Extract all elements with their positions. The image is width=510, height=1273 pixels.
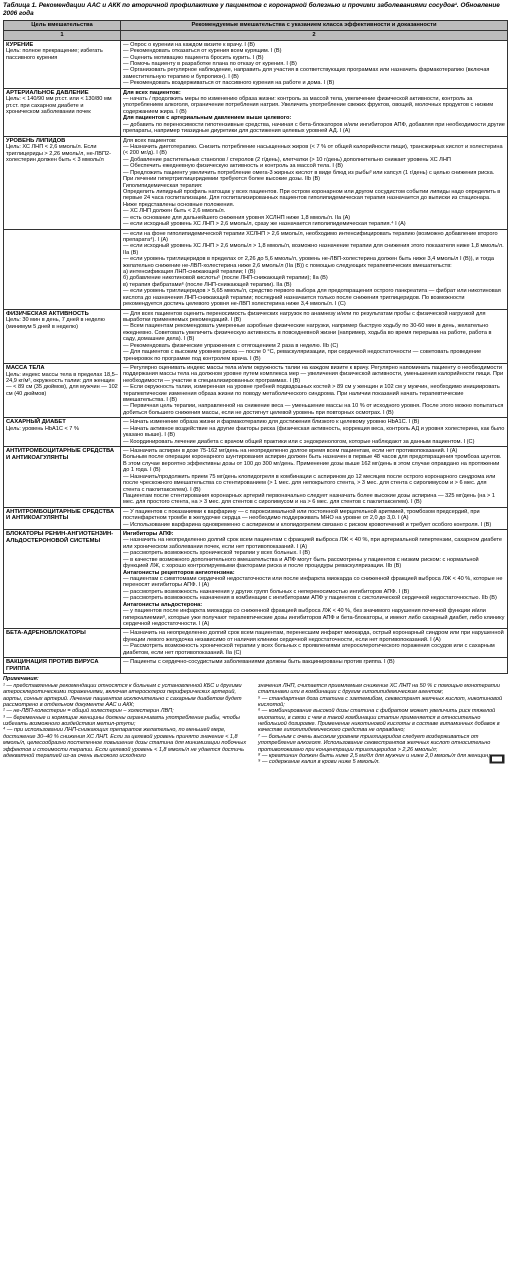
column-number-1: 1 (4, 31, 121, 41)
intervention-line: — Назначить/продолжить прием 75 мг/день клопидогреля в комбинации с аспирином до 12 месяцев после острого коронарного синдрома или после чрескожного вмешательства со стентированием (> 1 мес. для непокрытого стента, > 3 мес. для стента с сиролимусом и > 6 мес. для стента с паклитакселем). I (B) (123, 473, 496, 493)
interventions-cell (121, 40, 508, 88)
recommendations-table (3, 20, 508, 674)
intervention-line: — рассмотреть возможность хронической терапии у всех больных. I (B) (123, 550, 310, 557)
goal-name: АРТЕРИАЛЬНОЕ ДАВЛЕНИЕ (6, 89, 89, 96)
intervention-line: — Если окружность талии, измеренная на уровне гребней подвздошных костей > 89 см у женщин и 102 см у мужчин, необходимо инициировать терапевтические изменения образа жизни по поводу метаболического синдрома. При наличии показаний начать терапевтические вмешательства. I (B) (123, 384, 500, 404)
table-row (4, 629, 508, 658)
intervention-line: — если уровень триглицеридов в пределах от 2,26 до 5,6 ммоль/л, уровень не-ЛВП-холестерина должен быть ниже 3,4 ммоль/л I (B)), и тогда желательно снижение не-ЛВП-холестерина ниже 2,6 ммоль/л (IIa (B)) с помощью следующих терапевтических вмешательств: (123, 256, 494, 269)
goal-cell (4, 88, 121, 136)
intervention-line: — есть основание для дальнейшего снижения уровня ХСЛНП ниже 1,8 ммоль/л. IIa (A) (123, 214, 351, 221)
goal-cell (4, 629, 121, 658)
intervention-line: — пациентам с симптомами сердечной недостаточности или после инфаркта миокарда со сниженной фракцией выброса ЛЖ < 40 %, которые не переносят ингибиторы АПФ. I (A) (123, 576, 503, 589)
intervention-line: — Назначить диетотерапию. Снизить потребление насыщенных жиров (< 7 % от общей калорийности пищи), трансжирных кислот и холестерина (< 200 мг/д). I (B) (123, 144, 503, 157)
intervention-line: Определить липидный профиль натощак у всех пациентов. При остром коронарном или другом сосудистом событии липиды надо определить в первые 24 часа госпитализации. Для госпитализированных пациентов гиполипидемическая терапия назначается до выписки из стационара. Ниже представлены основные положения. (123, 188, 501, 208)
goal-cell (4, 418, 121, 447)
intervention-line: — Координировать лечение диабета с врачом общей практики или с эндокринологом, которые наблюдают за данным пациентом. I (C) (123, 438, 475, 445)
intervention-line: — рассмотреть возможность назначения в комбинации с ингибиторами АПФ у пациентов с систолической сердечной недостаточностью. IIb (B) (123, 595, 497, 602)
publisher-logo-icon (489, 754, 505, 764)
footnote: ⁶ — комбинирование высокой дозы статина с фибратом может увеличить риск тяжелой миопатии, в связи с чем в такой комбинации статин применяется в относительно небольшой дозировке. Применение никотиновой кислоты в составе витаминных добавок в качестве гиполипидемического средства не оправдано; (258, 708, 500, 734)
intervention-line: — Всем пациентам рекомендовать умеренные аэробные физические нагрузки, например быструю ходьбу по 30-60 мин в день, желательно ежедневно. Советовать увеличить физическую активность в повседневной жизни (например, ходьба во время перерыва на работе, работа в саду, домашние дела). I (B) (123, 323, 492, 343)
intervention-line: — Для всех пациентов оценить переносимость физических нагрузок по анамнезу и/или по результатам пробы с физической нагрузкой для выработки применяемых рекомендаций. I (B) (123, 310, 486, 323)
goal-text: Цель: ХС ЛНП < 2,6 ммоль/л. Если триглицериды > 2,26 ммоль/л, не-ЛВП2-холестерин должен быть < 3 ммоль/л (6, 144, 111, 164)
goal-name: АНТИТРОМБОЦИТАРНЫЕ СРЕДСТВА И АНТИКОАГУЛЯНТЫ (6, 448, 115, 461)
goal-name: БЛОКАТОРЫ РЕНИН-АНГИОТЕНЗИН-АЛЬДОСТЕРОНОВОЙ СИСТЕМЫ (6, 531, 114, 544)
header-interventions: Рекомендуемые вмешательства с указанием класса эффективности и доказанности (121, 21, 508, 31)
intervention-line: — Организовать регулярное наблюдение, направить для участия в соответствующих программах или назначить фармакотерапию (включая заместительную терапию и бупропион). I (B) (123, 67, 490, 80)
intervention-line: — в качестве возможного дополнительного вмешательства и АПФ могут быть рассмотрены у пациентов с низким риском: с нормальной функцией ЛЖ, с хорошо контролируемыми факторами риска и после процедуры реваскуляризации. IIb (B) (123, 556, 479, 570)
intervention-line: — Назначить на неопределенно долгий срок всем пациентам, перенесшим инфаркт миокарда, острый коронарный синдром или при нарушенной функции левого желудочка независимо от наличия клиники сердечной недостаточности, если нет противопоказаний. I (A) (123, 630, 504, 643)
interventions-cell (121, 658, 508, 674)
intervention-line: б) добавление никотиновой кислоты⁵ (после ЛНП-снижающей терапии); IIa (B) (123, 275, 328, 282)
table-row (4, 88, 508, 136)
table-row (4, 447, 508, 508)
intervention-line: — Для пациентов с высоким уровнем риска — после 0 °С, реваскуляризации, при сердечной недостаточности — советовать проведение тренировок по программе под контролем врача. I (B) (123, 349, 482, 362)
footnote: ¹ — представленные рекомендации относятся к больным с установленной КБС и другими атеросклеротическими поражениями, включая атеросклероз периферических артерий, аорты, сонных артерий. Лечение пациентов исключительно с сахарным диабетом будет рассмотрено в отдельном документе ААС и АКК; (3, 682, 242, 708)
goal-name: УРОВЕНЬ ЛИПИДОВ (6, 137, 66, 144)
interventions-cell (121, 363, 508, 417)
table-row (4, 229, 508, 309)
intervention-line: — если уровень триглицеридов > 5,65 ммоль/л, средство первого выбора для предотвращения острого панкреатита — фибрат или никотиновая кислота до назначения ЛНП-снижающей терапии; последний назначается только после снижения триглицеридов. По возможности рекомендуется достичь целевого уровня не-ЛВП холестерина ниже 3,4 ммоль/л. I (C) (123, 288, 501, 308)
intervention-line: — Начать активное воздействие на другие факторы риска (физическая активность, коррекция веса, контроль АД и уровня холестерина, как было указано выше). I (B) (123, 425, 505, 439)
interventions-cell (121, 136, 508, 229)
column-number-row (4, 31, 508, 41)
goal-text: Цель: < 140/90 мм рт.ст. или < 130/80 мм рт.ст. при сахарном диабете и хроническом заболевании почек (6, 96, 112, 116)
intervention-line: — У пациентов с показаниями к варфарину — с пароксизмальной или постоянной мерцательной аритмией, тромбозом предсердий, при постинфарктном тромбе в желудочке сердца — необходимо поддерживать МНО на уровне от 2,0 до 3,0. I (A) (123, 508, 480, 522)
interventions-cell (121, 507, 508, 529)
table-row (4, 507, 508, 529)
intervention-line: — Рекомендовать воздерживаться от пассивного курения на работе и дома. I (B) (123, 80, 335, 87)
goal-name: БЕТА-АДРЕНОБЛОКАТОРЫ (6, 630, 86, 637)
notes-right-column (258, 683, 507, 766)
footnote: ⁹ — содержание калия в крови ниже 5 ммоль/л. (258, 759, 380, 766)
notes-section (3, 676, 507, 765)
intervention-line: — ХС ЛНП должен быть < 2,6 ммоль/л. (123, 208, 226, 215)
intervention-line: — Опрос о курении на каждом визите к врачу. I (B) (123, 41, 255, 48)
goal-text: Цель: полное прекращение; избегать пассивного курения (6, 48, 103, 61)
table-body (4, 40, 508, 674)
intervention-line: Больным после операции коронарного шунтирования аспирин должен быть назначен в первые 48 часов для предотвращения тромбоза шунтов. В этом случае вероятно эффективны дозы от 100 до 300 мг/день. Применение дозы выше 162 мг/день в этом случае оправдано на протяжении до 1 года. I (B) (123, 454, 502, 474)
interventions-cell (121, 229, 508, 309)
goal-text: Цель: индекс массы тела в пределах 18,5–24,9 кг/м², окружность талии: для женщин — < 89 см (35 дюймов), для мужчин — 102 см (40 дюймов) (6, 371, 118, 397)
goal-cell (4, 507, 121, 529)
goal-cell (4, 363, 121, 417)
intervention-line: — Пациенты с сердечно-сосудистыми заболеваниями должны быть вакцинированы против гриппа. I (B) (123, 659, 395, 666)
intervention-line: Для всех пациентов: (123, 89, 181, 96)
intervention-line: — если исходный уровень ХС ЛНП > 2,6 ммоль/л > 1,8 ммоль/л, возможно назначение терапии для снижения этого показателя ниже 1,8 ммоль/л. IIa (B) (123, 243, 504, 256)
interventions-cell (121, 447, 508, 508)
intervention-line: — Помочь пациенту в разработке плана по отказу от курения. I (B) (123, 60, 297, 67)
goal-name: АНТИТРОМБОЦИТАРНЫЕ СРЕДСТВА И АНТИКОАГУЛЯНТЫ (6, 508, 115, 522)
interventions-cell (121, 629, 508, 658)
notes-left-column (3, 683, 252, 766)
interventions-cell (121, 530, 508, 629)
footnote: ⁴ — при использовании ЛНП-снижающих препаратов желательно, по меньшей мере, достижение 30–40 % снижения ХС ЛНП. Если за целевой уровень принято значение < 1,8 ммоль/л, целесообразно постепенное повышение дозы статина для минимизации побочных эффектов и стоимости терапии. Если целевой уровень < 1,8 ммоль/л не удается достичь адекватной терапией из-за очень высокого исходного (3, 727, 247, 759)
intervention-line: — Использование варфарина одновременно с аспирином и клопидогрелем связано с риском кровотечений и требует особого контроля. I (B) (123, 521, 492, 528)
footnote: ⁷ — больным с очень высоким уровнем триглицеридов следует воздерживаться от употребления алкоголя. Использование секвестрантов желчных кислот относительно противопоказано при концентрации триглицеридов > 2,26 ммоль/л; (258, 733, 491, 753)
interventions-cell (121, 309, 508, 363)
interventions-cell (121, 88, 508, 136)
intervention-line: Для пациентов с артериальным давлением выше целевого: (123, 115, 292, 122)
intervention-line: — Рекомендовать физические упражнения с отягощением 2 раза в неделю. IIb (C) (123, 342, 339, 349)
table-row (4, 530, 508, 629)
goal-name: ВАКЦИНАЦИЯ ПРОТИВ ВИРУСА ГРИППА (6, 659, 99, 672)
intervention-line: в) терапия фибратами⁶ (после ЛНП-снижающей терапии). IIa (B) (123, 281, 292, 288)
intervention-line: — Оценить мотивацию пациента бросить курить. I (B) (123, 54, 264, 61)
intervention-line: — если на фоне гиполипидемической терапии ХСЛНП > 2,6 ммоль/л, необходимо интенсифицировать терапию (возможно добавление второго препарата⁴). I (A) (123, 230, 498, 243)
intervention-line: — Регулярно оценивать индекс массы тела и/или окружность талии на каждом визите к врачу. Регулярно напоминать пациенту о необходимости поддержания массы тела на должном уровне путем комплекса мер — увеличения физической активности, уменьшения калорийности пищи. При необходимости — участие в специализированных программах. I (B) (123, 364, 504, 384)
intervention-line: — начать / продолжить меры по изменению образа жизни: контроль за массой тела, увеличение физической активности, контроль за употреблением алкоголя, ограничение потребления натрия. Увеличить употребление свежих фруктов, овощей, молочных продуктов с низким содержанием жира. I (B) (123, 96, 494, 115)
table-row (4, 418, 508, 447)
footnote: ³ — беременные и кормящие женщины должны ограничивать употребление рыбы, чтобы избегать возможного воздействия метил-ртути; (3, 714, 240, 728)
goal-text: Цель: уровень HbA1C < 7 % (6, 425, 79, 432)
footnote: ⁸ — креатинин должен быть ниже 2,5 мг/дл для мужчин и ниже 2,0 ммоль/л для женщин; (258, 752, 490, 759)
intervention-line: — Обеспечить ежедневную физическую активность и контроль за массой тела. I (B) (123, 163, 343, 170)
intervention-line: — назначить на неопределенно долгий срок всем пациентам с фракцией выброса ЛЖ < 40 %, при артериальной гипертензии, сахарном диабете или хроническом заболевании почек, если нет противопоказаний. I (A) (123, 537, 503, 550)
goal-cell (4, 229, 121, 309)
intervention-line: — рассмотреть возможность назначения у других групп больных с непереносимостью ингибиторов АПФ. I (B) (123, 588, 410, 595)
goal-cell (4, 530, 121, 629)
intervention-line: — Начать изменение образа жизни и фармакотерапию для достижения близкого к целевому уровню HbA1C. I (B) (123, 419, 420, 426)
footnote: ² — не-ЛВП-холестерин = общий холестерин – холестерин ЛВП; (3, 708, 174, 715)
goal-cell (4, 309, 121, 363)
goal-text: Цель: 30 мин в день, 7 дней в неделю (минимум 5 дней в неделю) (6, 317, 105, 330)
intervention-line: — Назначить аспирин в дозе 75-162 мг/день на неопределенно долгое время всем пациентам, если нет противопоказаний. I (A) (123, 448, 458, 454)
intervention-line: — если исходный уровень ХС ЛНП > 2,6 ммоль/л, сразу же назначается гиполипидемическая терапия.⁴ I (A) (123, 221, 406, 228)
table-header-row (4, 21, 508, 31)
intervention-line: — Первичная цель терапии, направленной на снижение веса — уменьшение массы на 10 % от исходного уровня. После этого можно попытаться добиться большего снижения массы, если не достигнут целевой уровень при повторных осмотрах. I (B) (123, 403, 504, 416)
goal-cell (4, 40, 121, 88)
intervention-line: — Предложить пациенту увеличить потребление омега-3 жирных кислот в виде блюд из рыбы³ или капсул (1 г/день) с целью снижения риска. При лечении гипертриглицеридемии требуются более высокие дозы. IIb (B) (123, 169, 495, 183)
intervention-line: — Рекомендовать отказаться от курения всем курящим. I (B) (123, 48, 282, 55)
table-row (4, 40, 508, 88)
intervention-line: Ингибиторы АПФ: (123, 531, 174, 538)
notes-title: Примечания: (3, 676, 39, 683)
intervention-line: — Добавление растительных станолов / стеролов (2 г/день), клетчатки (> 10 г/день) дополнительно снижает уровень ХС ЛНП (123, 156, 451, 163)
table-caption: Таблица 1. Рекомендации ААС и АКК по вторичной профилактике у пациентов с коронарной болезнью и прочими заболеваниями сосудов¹. Обновление 2006 года (3, 2, 500, 17)
intervention-line: — добавить по переносимости гипотензивные средства, начиная с бета-блокаторов и/или ингибиторов АПФ, добавляя при необходимости другие препараты, например тиазидные диуретики для достижения целевых уровней АД. I (A) (123, 121, 505, 135)
goal-name: МАССА ТЕЛА (6, 364, 45, 371)
intervention-line: — у пациентов после инфаркта миокарда со сниженной фракцией выброса ЛЖ < 40 %, без значимого нарушения почечной функции и/или гиперкалиемии⁹, которые уже получают терапевтические дозы ингибиторов АПФ и бета-блокаторы, и имеют либо сахарный диабет, либо клинику сердечной недостаточности. I (A) (123, 608, 505, 627)
header-goal: Цель вмешательства (4, 21, 121, 31)
intervention-line: а) интенсификация ЛНП-снижающей терапии; I (B) (123, 269, 256, 276)
table-row (4, 363, 508, 417)
table-row (4, 658, 508, 674)
goal-name: САХАРНЫЙ ДИАБЕТ (6, 419, 66, 426)
goal-cell (4, 447, 121, 508)
footnote: значения ЛНП, считается приемлемым снижение ХС ЛНП на 50 % с помощью монотерапии статинами или в комбинации с другим гиполипидемическим агентом; (258, 682, 500, 696)
goal-name: КУРЕНИЕ (6, 41, 34, 48)
intervention-line: Антагонисты альдостерона: (123, 601, 203, 608)
table-row (4, 309, 508, 363)
goal-name: ФИЗИЧЕСКАЯ АКТИВНОСТЬ (6, 310, 89, 317)
intervention-line: Для всех пациентов: (123, 137, 177, 144)
intervention-line: Пациентам после стентирования коронарных артерий первоначально следует назначать более высокие дозы аспирина — 325 мг/день (на > 1 мес. для простого стента, на > 3 мес. для стентов с сиролимусом и на > 6 мес. для стентов с паклитакселем). I (B) (123, 492, 495, 506)
intervention-line: Антагонисты рецепторов ангиотензина: (123, 569, 235, 576)
table-row (4, 136, 508, 229)
intervention-line: Гиполипидемическая терапия: (123, 182, 203, 189)
interventions-cell (121, 418, 508, 447)
column-number-2: 2 (121, 31, 508, 41)
goal-cell (4, 136, 121, 229)
footnote: ⁵ — стандартная доза статина с эзетемибом, секвестрант желчных кислот, никотиновой кислотой; (258, 695, 503, 708)
goal-cell (4, 658, 121, 674)
intervention-line: — Рассмотреть возможность хронической терапии у всех больных с проявлениями атеросклеротического поражения сосудов или с сахарным диабетом, если нет противопоказаний. IIa (C) (123, 643, 495, 656)
